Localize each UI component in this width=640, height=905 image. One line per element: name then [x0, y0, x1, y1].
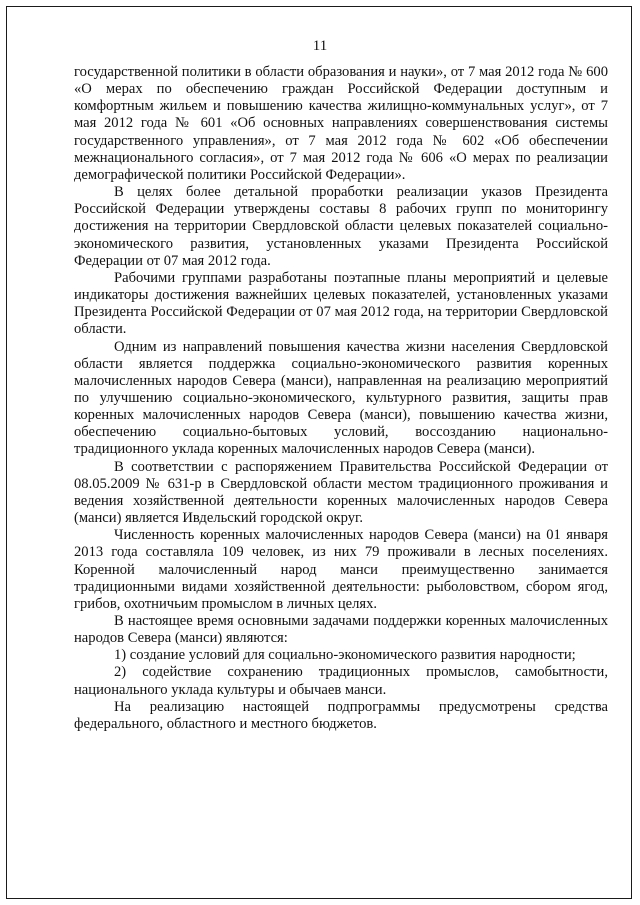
- paragraph: Рабочими группами разработаны поэтапные планы мероприятий и целевые индикаторы достижения важнейших целевых показателей, установленных указами Президента Российской Федерации от 07 мая 2012 года, на территории Свердловской области.: [74, 269, 608, 338]
- list-item: 1) создание условий для социально-экономического развития народности;: [114, 647, 576, 664]
- paragraph: В настоящее время основными задачами поддержки коренных малочисленных народов Севера (манси) являются:: [74, 613, 608, 647]
- document-body: [74, 64, 608, 733]
- paragraph: В целях более детальной проработки реализации указов Президента Российской Федерации утверждены составы 8 рабочих групп по мониторингу достижения на территории Свердловской области целевых показателей социально-экономического развития, установленных указами Президента Российской Федерации от 07 мая 2012 года.: [74, 184, 608, 269]
- paragraph: государственной политики в области образования и науки», от 7 мая 2012 года № 600 «О мерах по обеспечению граждан Российской Федерации доступным и комфортным жильем и повышению качества жилищно-коммунальных услуг», от 7 мая 2012 года № 601 «Об основных направлениях совершенствования системы государственного управления», от 7 мая 2012 года № 602 «Об обеспечении межнационального согласия», от 7 мая 2012 года № 606 «О мерах по реализации демографической политики Российской Федерации».: [74, 64, 608, 183]
- paragraph: Одним из направлений повышения качества жизни населения Свердловской области является поддержка социально-экономического развития коренных малочисленных народов Севера (манси), направленная на реализацию мероприятий по улучшению социально-экономического, культурного развития, защиты прав коренных малочисленных народов Севера (манси), повышению качества жизни, обеспечению социально-бытовых условий, воссозданию национально-традиционного уклада коренных малочисленных народов Севера (манси).: [74, 338, 608, 458]
- paragraph: На реализацию настоящей подпрограммы предусмотрены средства федерального, областного и местного бюджетов.: [74, 698, 608, 732]
- list-item: 2) содействие сохранению традиционных промыслов, самобытности, национального уклада культуры и обычаев манси.: [74, 664, 608, 698]
- paragraph: Численность коренных малочисленных народов Севера (манси) на 01 января 2013 года составляла 109 человек, из них 79 проживали в лесных поселениях. Коренной малочисленный народ манси преимущественно занимается традиционными видами хозяйственной деятельности: рыболовством, сбором ягод, грибов, охотничьим промыслом в личных целях.: [74, 527, 608, 612]
- page-number: 11: [312, 38, 328, 54]
- paragraph: В соответствии с распоряжением Правительства Российской Федерации от 08.05.2009 № 631-р в Свердловской области местом традиционного проживания и ведения хозяйственной деятельности коренных малочисленных народов Севера (манси) является Ивдельский городской округ.: [74, 458, 608, 527]
